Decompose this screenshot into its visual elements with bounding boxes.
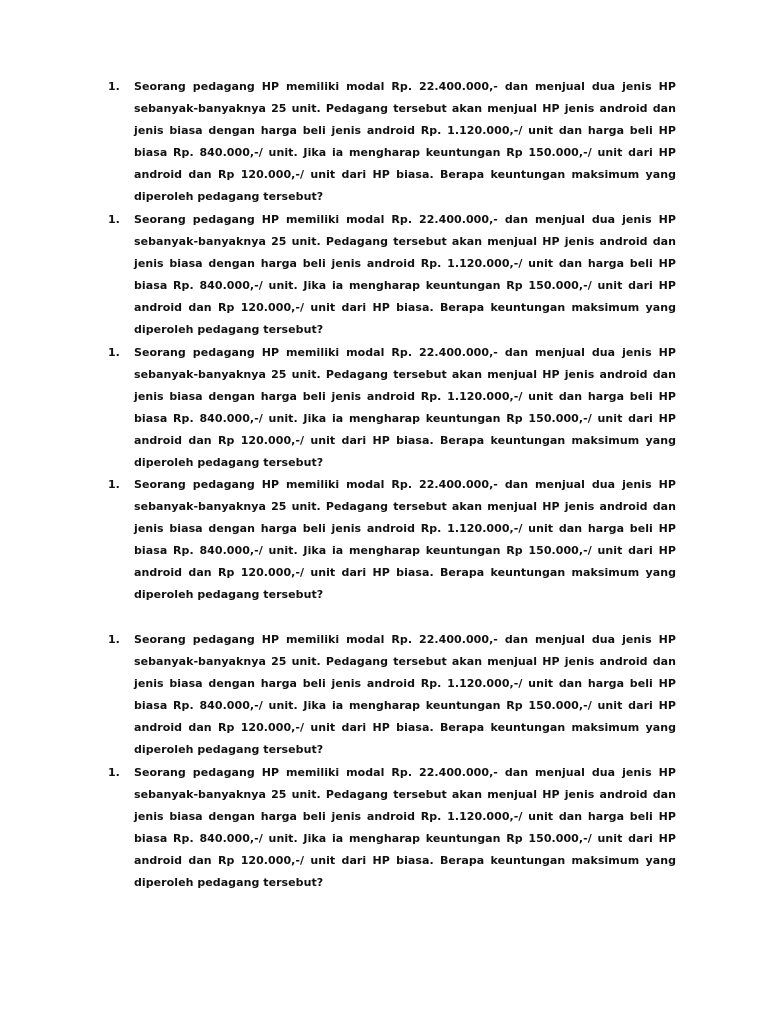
problem-number: 1.	[108, 80, 120, 93]
problem-text: Seorang pedagang HP memiliki modal Rp. 22.400.000,- dan menjual dua jenis HP sebanyak-banyaknya 25 unit. Pedagang tersebut akan menjual HP jenis android dan jenis biasa dengan harga beli jenis android Rp. 1.120.000,-/ unit dan harga beli HP biasa Rp. 840.000,-/ unit. Jika ia mengharap keuntungan Rp 150.000,-/ unit dari HP android dan Rp 120.000,-/ unit dari HP biasa. Berapa keuntungan maksimum yang diperoleh pedagang tersebut?	[134, 213, 676, 336]
problem-number: 1.	[108, 213, 120, 226]
problem-text: Seorang pedagang HP memiliki modal Rp. 22.400.000,- dan menjual dua jenis HP sebanyak-banyaknya 25 unit. Pedagang tersebut akan menjual HP jenis android dan jenis biasa dengan harga beli jenis android Rp. 1.120.000,-/ unit dan harga beli HP biasa Rp. 840.000,-/ unit. Jika ia mengharap keuntungan Rp 150.000,-/ unit dari HP android dan Rp 120.000,-/ unit dari HP biasa. Berapa keuntungan maksimum yang diperoleh pedagang tersebut?	[134, 633, 676, 756]
problem-number: 1.	[108, 346, 120, 359]
problem-item	[108, 629, 676, 761]
problem-text: Seorang pedagang HP memiliki modal Rp. 22.400.000,- dan menjual dua jenis HP sebanyak-banyaknya 25 unit. Pedagang tersebut akan menjual HP jenis android dan jenis biasa dengan harga beli jenis android Rp. 1.120.000,-/ unit dan harga beli HP biasa Rp. 840.000,-/ unit. Jika ia mengharap keuntungan Rp 150.000,-/ unit dari HP android dan Rp 120.000,-/ unit dari HP biasa. Berapa keuntungan maksimum yang diperoleh pedagang tersebut?	[134, 80, 676, 203]
problem-item	[108, 209, 676, 341]
problem-item	[108, 76, 676, 208]
problem-item	[108, 474, 676, 606]
problem-text: Seorang pedagang HP memiliki modal Rp. 22.400.000,- dan menjual dua jenis HP sebanyak-banyaknya 25 unit. Pedagang tersebut akan menjual HP jenis android dan jenis biasa dengan harga beli jenis android Rp. 1.120.000,-/ unit dan harga beli HP biasa Rp. 840.000,-/ unit. Jika ia mengharap keuntungan Rp 150.000,-/ unit dari HP android dan Rp 120.000,-/ unit dari HP biasa. Berapa keuntungan maksimum yang diperoleh pedagang tersebut?	[134, 766, 676, 889]
problem-item	[108, 762, 676, 894]
problem-number: 1.	[108, 766, 120, 779]
problem-item	[108, 342, 676, 474]
problem-text: Seorang pedagang HP memiliki modal Rp. 22.400.000,- dan menjual dua jenis HP sebanyak-banyaknya 25 unit. Pedagang tersebut akan menjual HP jenis android dan jenis biasa dengan harga beli jenis android Rp. 1.120.000,-/ unit dan harga beli HP biasa Rp. 840.000,-/ unit. Jika ia mengharap keuntungan Rp 150.000,-/ unit dari HP android dan Rp 120.000,-/ unit dari HP biasa. Berapa keuntungan maksimum yang diperoleh pedagang tersebut?	[134, 478, 676, 601]
problem-text: Seorang pedagang HP memiliki modal Rp. 22.400.000,- dan menjual dua jenis HP sebanyak-banyaknya 25 unit. Pedagang tersebut akan menjual HP jenis android dan jenis biasa dengan harga beli jenis android Rp. 1.120.000,-/ unit dan harga beli HP biasa Rp. 840.000,-/ unit. Jika ia mengharap keuntungan Rp 150.000,-/ unit dari HP android dan Rp 120.000,-/ unit dari HP biasa. Berapa keuntungan maksimum yang diperoleh pedagang tersebut?	[134, 346, 676, 469]
problem-number: 1.	[108, 633, 120, 646]
problem-number: 1.	[108, 478, 120, 491]
